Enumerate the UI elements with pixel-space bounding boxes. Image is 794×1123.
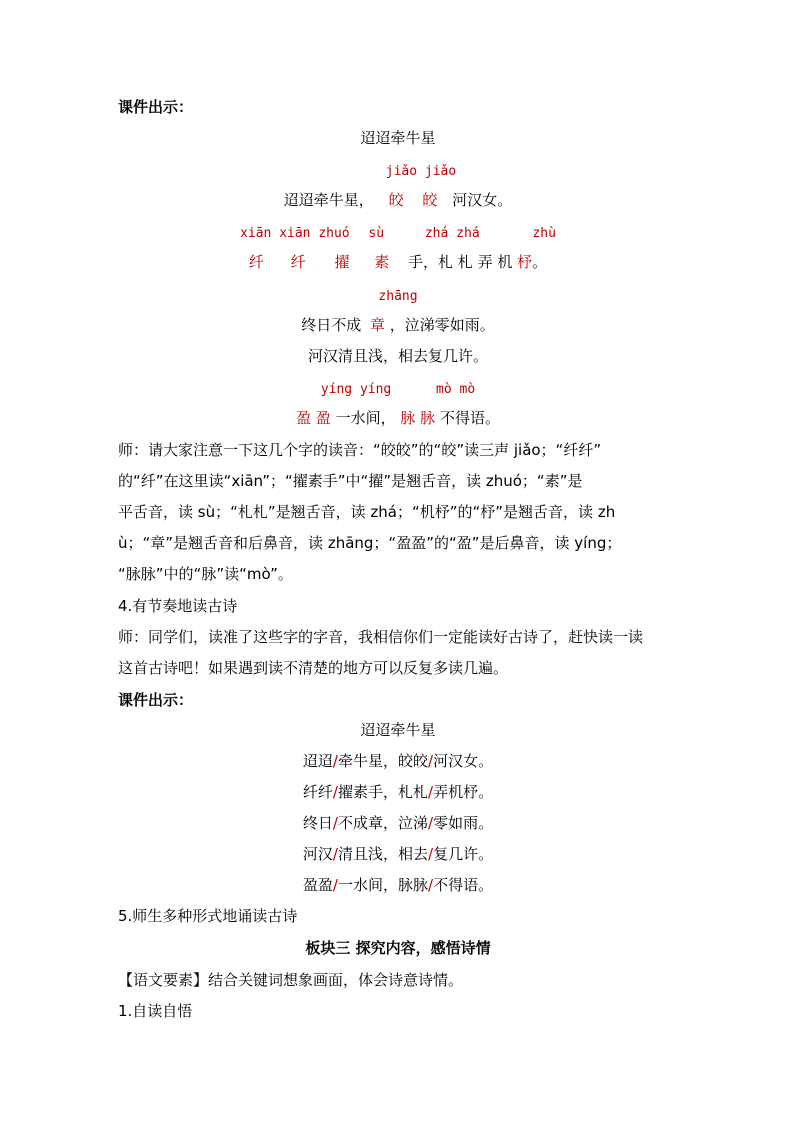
teacher-paragraph-line: 师：请大家注意一下这几个字的读音：“皎皎”的“皎”读三声 jiǎo；“纤纤” xyxy=(118,441,602,459)
pinyin-ying: yíng yíng xyxy=(320,382,392,397)
rhythm-slash: / xyxy=(428,783,434,801)
teacher-paragraph-line: 平舌音，读 sù；“札札”是翘舌音，读 zhá；“机杼”的“杼”是翘舌音，读 zh xyxy=(118,503,616,521)
rhythm-part: 盈盈 xyxy=(302,876,333,894)
pinyin-mo: mò mò xyxy=(436,382,476,397)
highlight-char: 皎 xyxy=(422,191,438,209)
yuwen-bracket: 【语文要素】 xyxy=(118,971,209,989)
rhythm-slash: / xyxy=(428,876,434,894)
pinyin-xian-zhuo: xiān xiān zhuó xyxy=(240,226,350,241)
rhythm-part: 迢迢 xyxy=(302,752,333,770)
poem-text: ，泣涕零如雨。 xyxy=(389,316,495,334)
step-1-heading: 1.自读自悟 xyxy=(118,1002,193,1020)
yuwen-text: 结合关键词想象画面，体会诗意诗情。 xyxy=(208,971,464,989)
rhythm-line xyxy=(118,844,678,864)
poem-text: 。 xyxy=(532,253,548,271)
poem-text: 一水间， xyxy=(335,409,396,427)
poem-text: 手，札 札 弄 机 xyxy=(408,253,513,271)
rhythm-slash: / xyxy=(332,752,338,770)
pinyin-jiao: jiǎo jiǎo xyxy=(385,164,457,179)
teacher-paragraph-line: ù；“章”是翘舌音和后鼻音，读 zhāng；“盈盈”的“盈”是后鼻音，读 yíng； xyxy=(118,534,622,552)
pinyin-line-1 xyxy=(118,160,678,182)
rhythm-slash: / xyxy=(332,876,338,894)
pinyin-line-3 xyxy=(118,285,678,307)
rhythm-part: 擢素手，札札 xyxy=(337,783,428,801)
highlight-char: 纤 xyxy=(248,253,264,271)
poem-text: 不得语。 xyxy=(439,409,500,427)
courseware-label-1: 课件出示： xyxy=(118,98,194,116)
section-title: 板块三 探究内容，感悟诗情 xyxy=(305,939,491,957)
step-5-heading: 5.师生多种形式地诵读古诗 xyxy=(118,907,298,925)
step-4-heading: 4.有节奏地读古诗 xyxy=(118,597,238,615)
teacher-paragraph-line: “脉脉”中的“脉”读“mò”。 xyxy=(118,565,293,583)
pinyin-line-2 xyxy=(118,222,678,244)
highlight-char: 盈 盈 xyxy=(296,409,331,427)
rhythm-part: 纤纤 xyxy=(302,783,333,801)
rhythm-slash: / xyxy=(332,845,338,863)
rhythm-line xyxy=(118,813,678,833)
rhythm-part: 清且浅，相去 xyxy=(337,845,428,863)
poem-text: 终日不成 xyxy=(301,316,362,334)
pinyin-zha: zhá zhá xyxy=(424,226,480,241)
rhythm-slash: / xyxy=(428,814,434,832)
rhythm-slash: / xyxy=(428,752,434,770)
rhythm-part: 终日 xyxy=(302,814,333,832)
highlight-char: 擢 xyxy=(334,253,350,271)
rhythm-part: 弄机杼。 xyxy=(433,783,494,801)
pinyin-line-5 xyxy=(118,378,678,400)
teacher-paragraph-line: 师：同学们，读准了这些字的字音，我相信你们一定能读好古诗了，赶快读一读 xyxy=(118,628,644,646)
courseware-label-2: 课件出示： xyxy=(118,691,194,709)
poem-line-3 xyxy=(118,315,678,335)
rhythm-line xyxy=(118,782,678,802)
highlight-char: 章 xyxy=(369,316,385,334)
highlight-char: 皎 xyxy=(388,191,404,209)
pinyin-su: sù xyxy=(368,226,385,241)
rhythm-part: 复几许。 xyxy=(433,845,494,863)
teacher-paragraph-line: 这首古诗吧！如果遇到读不清楚的地方可以反复多读几遍。 xyxy=(118,659,509,677)
highlight-char: 纤 xyxy=(290,253,306,271)
rhythm-part: 河汉 xyxy=(302,845,333,863)
rhythm-slash: / xyxy=(332,783,338,801)
rhythm-part: 一水间，脉脉 xyxy=(337,876,428,894)
poem-text: 迢迢牵牛星， xyxy=(283,191,374,209)
rhythm-part: 不成章，泣涕 xyxy=(337,814,428,832)
poem-line-4: 河汉清且浅，相去复几许。 xyxy=(307,347,488,365)
poem-line-5 xyxy=(118,408,678,428)
poem-title-2: 迢迢牵牛星 xyxy=(360,721,436,739)
pinyin-zhang: zhāng xyxy=(378,289,418,304)
highlight-char: 脉 脉 xyxy=(400,409,436,427)
poem-text: 河汉女。 xyxy=(452,191,513,209)
rhythm-part: 零如雨。 xyxy=(433,814,494,832)
poem-line-1 xyxy=(118,190,678,210)
yuwen-element xyxy=(118,970,678,990)
teacher-paragraph-line: 的“纤”在这里读“xiān”；“擢素手”中“擢”是翘舌音，读 zhuó；“素”是 xyxy=(118,472,583,490)
rhythm-line xyxy=(118,751,678,771)
rhythm-part: 河汉女。 xyxy=(433,752,494,770)
highlight-char: 杼 xyxy=(517,253,533,271)
rhythm-slash: / xyxy=(332,814,338,832)
pinyin-zhu: zhù xyxy=(532,226,556,241)
poem-title-1: 迢迢牵牛星 xyxy=(360,129,436,147)
rhythm-part: 不得语。 xyxy=(433,876,494,894)
rhythm-slash: / xyxy=(428,845,434,863)
rhythm-part: 牵牛星，皎皎 xyxy=(337,752,428,770)
highlight-char: 素 xyxy=(374,253,390,271)
poem-line-2 xyxy=(118,252,678,272)
rhythm-line xyxy=(118,875,678,895)
